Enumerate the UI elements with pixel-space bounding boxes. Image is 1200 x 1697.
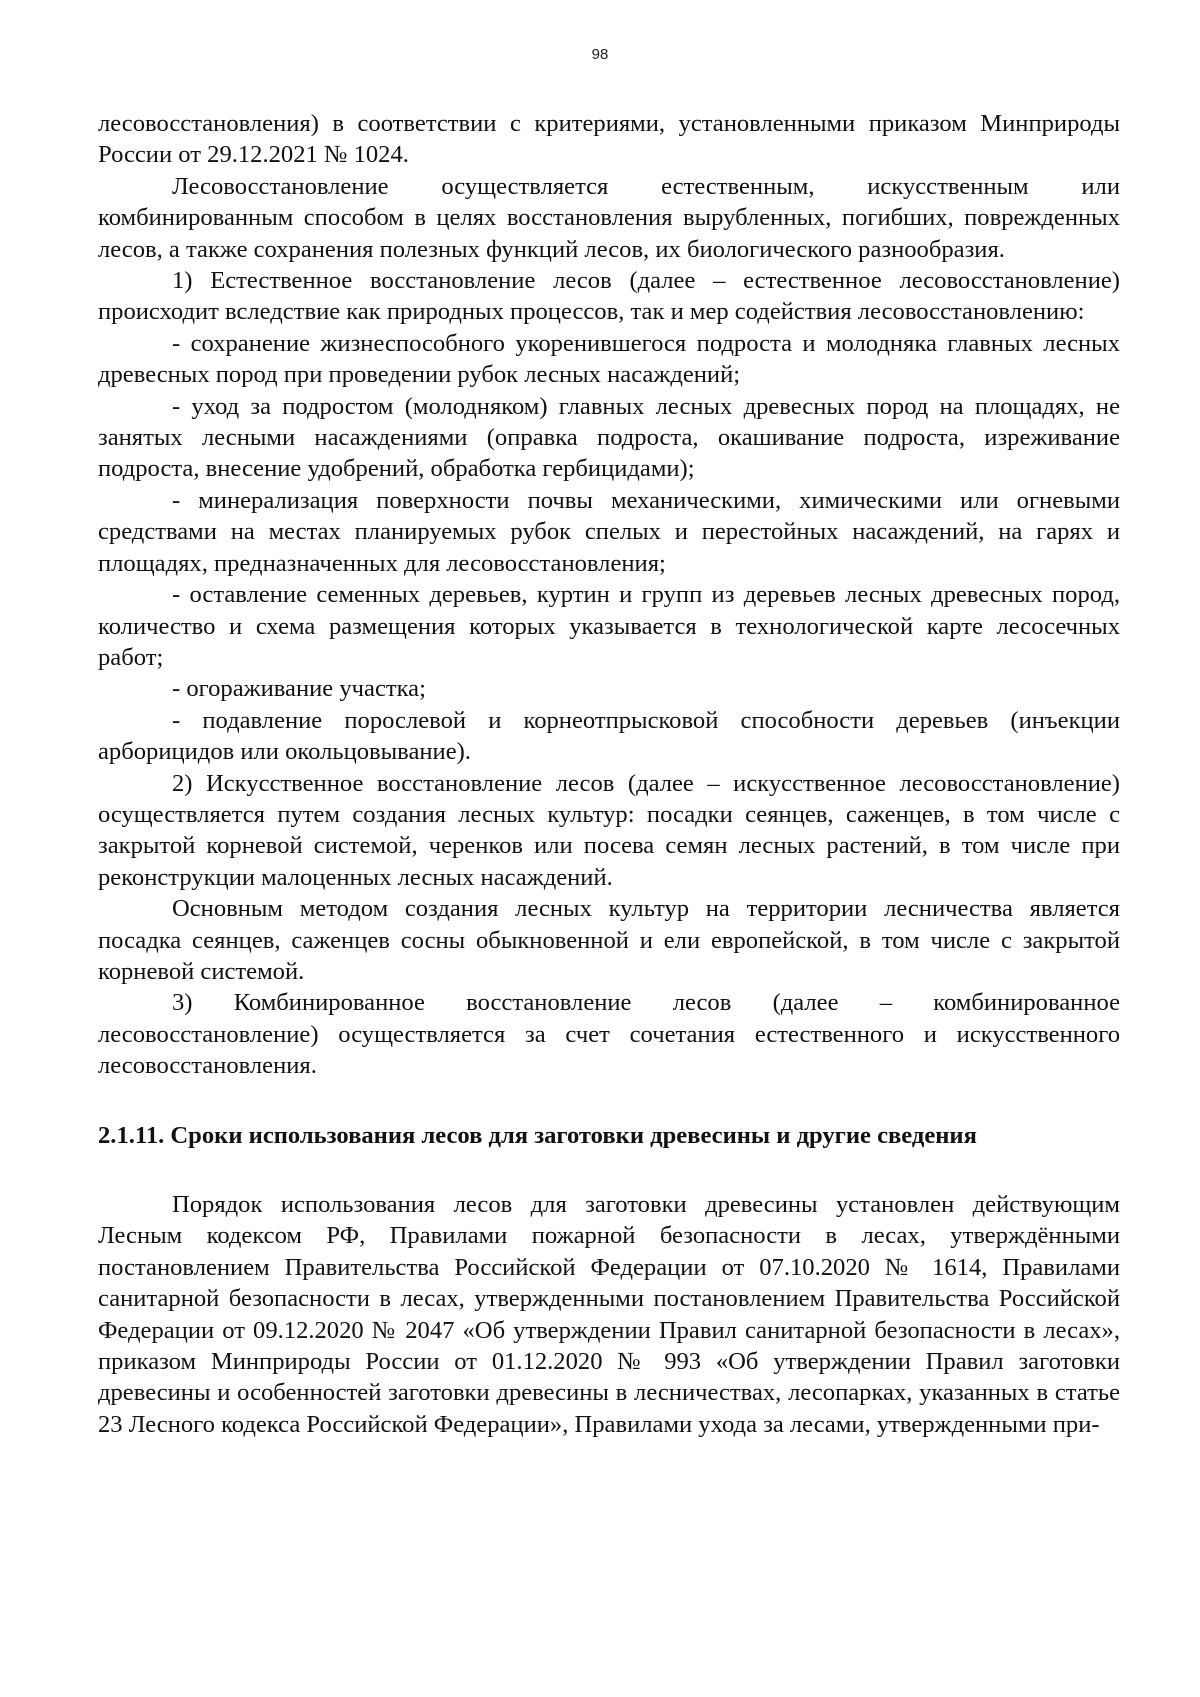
paragraph-continuation: лесовосстановления) в соответствии с критериями, установленными приказом Минприроды России от 29.12.2021 № 1024.	[98, 110, 1120, 169]
list-item: - минерализация поверхности почвы механическими, химическими или огневыми средствами на местах планируемых рубок спелых и перестойных насаждений, на гарях и площадях, предназначенных для лесовосстановления;	[98, 486, 1120, 577]
paragraph-natural-reforestation: 1) Естественное восстановление лесов (далее – естественное лесовосстановление) происходит вследствие как природных процессов, так и мер содействия лесовосстановлению:	[98, 267, 1120, 326]
paragraph-reforestation-methods: Лесовосстановление осуществляется естественным, искусственным или комбинированным способом в целях восстановления вырубленных, погибших, поврежденных лесов, а также сохранения полезных функций лесов, их биологического разнообразия.	[98, 172, 1120, 263]
list-item: - оставление семенных деревьев, куртин и групп из деревьев лесных древесных пород, количество и схема размещения которых указывается в технологической карте лесосечных работ;	[98, 581, 1120, 671]
list-item: - огораживание участка;	[172, 675, 426, 703]
list-item: - уход за подростом (молодняком) главных лесных древесных пород на площадях, не занятых лесными насаждениями (оправка подроста, окашивание подроста, изреживание подроста, внесение удобрений, обработка гербицидами);	[98, 392, 1120, 483]
list-item: - сохранение жизнеспособного укоренившегося подроста и молодняка главных лесных древесных пород при проведении рубок лесных насаждений;	[98, 329, 1120, 389]
section-heading: 2.1.11. Сроки использования лесов для заготовки древесины и другие сведения	[98, 1121, 977, 1149]
page-number: 98	[591, 46, 609, 63]
paragraph-artificial-reforestation: 2) Искусственное восстановление лесов (далее – искусственное лесовосстановление) осуществляется путем создания лесных культур: посадки сеянцев, саженцев, в том числе с закрытой корневой системой, черенков или посева семян лесных растений, в том числе при реконструкции малоценных лесных насаждений.	[98, 769, 1120, 891]
paragraph-main-method: Основным методом создания лесных культур на территории лесничества является посадка сеянцев, саженцев сосны обыкновенной и ели европейской, в том числе с закрытой корневой системой.	[98, 895, 1120, 985]
list-item: - подавление порослевой и корнеотпрысковой способности деревьев (инъекции арборицидов или окольцовывание).	[98, 706, 1120, 766]
document-body	[98, 108, 1120, 1440]
paragraph-combined-reforestation: 3) Комбинированное восстановление лесов (далее – комбинированное лесовосстановление) осуществляется за счет сочетания естественного и искусственного лесовосстановления.	[98, 989, 1120, 1080]
paragraph-harvesting-procedure: Порядок использования лесов для заготовки древесины установлен действующим Лесным кодексом РФ, Правилами пожарной безопасности в лесах, утверждёнными постановлением Правительства Российской Федерации от 07.10.2020 № 1614, Правилами санитарной безопасности в лесах, утвержденными постановлением Правительства Российской Федерации от 09.12.2020 № 2047 «Об утверждении Правил санитарной безопасности в лесах», приказом Минприроды России от 01.12.2020 № 993 «Об утверждении Правил заготовки древесины и особенностей заготовки древесины в лесничествах, лесопарках, указанных в статье 23 Лесного кодекса Российской Федерации», Правилами ухода за лесами, утвержденными при-	[98, 1191, 1120, 1438]
